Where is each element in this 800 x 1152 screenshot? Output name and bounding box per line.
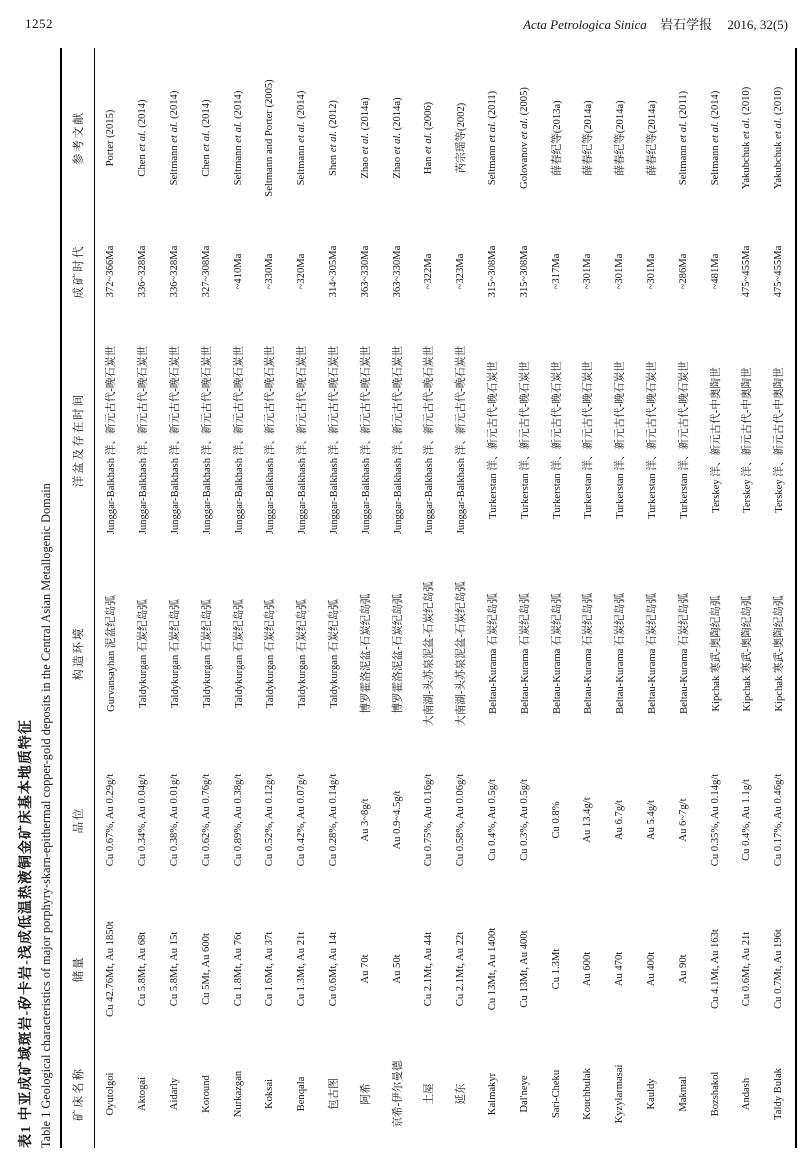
- cell-ocean-basin: Turkerstan 洋、新元古代-晚石炭世: [615, 361, 627, 519]
- cell-deposit-name: Oyutolgoi: [105, 1072, 117, 1116]
- table-caption: [18, 48, 55, 1148]
- cell-ocean-basin: Terskey 洋、新元古代-中奥陶世: [710, 367, 722, 513]
- cell-reserves: Cu 0.7Mt, Au 196t: [773, 929, 785, 1009]
- deposit-table-body: [95, 48, 796, 1148]
- cell-reserves: Cu 0.6Mt, Au 21t: [741, 931, 753, 1007]
- cell-grade: Cu 0.17%, Au 0.46g/t: [773, 773, 785, 867]
- cell-reserves: Au 70t: [359, 954, 371, 984]
- table-row: [604, 48, 636, 1148]
- table-title-en: Table 1 Geological characteristics of major porphyry-skarn-epithermal copper-gold deposits in the Central Asian Metallogenic Domain: [39, 483, 53, 1148]
- cell-age: 363~330Ma: [391, 245, 403, 298]
- cell-grade: Cu 0.4%, Au 1.1g/t: [741, 779, 753, 861]
- cell-tectonic-setting: 大南湖-头苏泉泥盆-石炭纪岛弧: [456, 581, 468, 726]
- table-row: [159, 48, 191, 1148]
- journal-title-cjk: 岩石学报: [660, 17, 713, 32]
- deposit-table-header: [61, 48, 95, 1148]
- table-row: [477, 48, 509, 1148]
- cell-age: ~330Ma: [264, 253, 276, 290]
- cell-deposit-name: 土屋: [424, 1083, 436, 1105]
- cell-deposit-name: 延东: [456, 1083, 468, 1105]
- column-header-2: 品位: [73, 806, 85, 834]
- cell-tectonic-setting: Kipchak 寒武-奥陶纪岛弧: [774, 595, 786, 712]
- table-row: [254, 48, 286, 1148]
- cell-grade: Au 0.9~4.5g/t: [391, 790, 403, 850]
- cell-age: ~301Ma: [582, 253, 594, 290]
- cell-age: 315~308Ma: [518, 245, 530, 298]
- cell-age: ~301Ma: [645, 253, 657, 290]
- cell-ocean-basin: Junggar-Balkhash 洋、新元古代-晚石炭世: [456, 345, 468, 535]
- table-row: [667, 48, 699, 1148]
- cell-deposit-name: Kyzylarmasai: [614, 1064, 626, 1124]
- cell-reserves: Au 400t: [645, 951, 657, 987]
- cell-reference: Seltmann et al. (2011): [486, 90, 498, 186]
- cell-reference: Seltmann et al. (2014): [709, 90, 721, 186]
- cell-reserves: Cu 5.8Mt, Au 15t: [168, 931, 180, 1007]
- cell-tectonic-setting: Taldykurgan 石炭纪岛弧: [328, 599, 340, 708]
- cell-deposit-name: Makmal: [677, 1076, 689, 1112]
- cell-ocean-basin: Junggar-Balkhash 洋、新元古代-晚石炭世: [360, 345, 372, 535]
- cell-reference: Shen et al. (2012): [327, 100, 339, 176]
- cell-ocean-basin: Junggar-Balkhash 洋、新元古代-晚石炭世: [424, 345, 436, 535]
- cell-deposit-name: Sari-Cheku: [550, 1069, 562, 1119]
- cell-reserves: Cu 1.8Mt, Au 76t: [232, 931, 244, 1007]
- cell-age: ~481Ma: [709, 253, 721, 290]
- cell-deposit-name: Kauldy: [645, 1078, 657, 1110]
- cell-grade: Cu 0.42%, Au 0.07g/t: [296, 773, 308, 867]
- cell-grade: Cu 0.52%, Au 0.12g/t: [264, 773, 276, 867]
- cell-reference: Seltmann et al. (2014): [168, 90, 180, 186]
- table-row: [413, 48, 445, 1148]
- cell-grade: Cu 0.4%, Au 0.5g/t: [486, 779, 498, 861]
- cell-reference: Chen et al. (2014): [137, 99, 149, 177]
- cell-reference: Han et al. (2006): [423, 101, 435, 175]
- cell-grade: Cu 0.58%, Au 0.06g/t: [455, 773, 467, 867]
- cell-tectonic-setting: Kipchak 寒武-奥陶纪岛弧: [742, 595, 754, 712]
- cell-grade: Cu 0.67%, Au 0.29g/t: [105, 773, 117, 867]
- cell-age: 336~328Ma: [137, 245, 149, 298]
- cell-ocean-basin: Junggar-Balkhash 洋、新元古代-晚石炭世: [106, 345, 118, 535]
- cell-reference: Yakubchuk et al. (2010): [741, 86, 753, 190]
- cell-tectonic-setting: 博罗霍洛泥盆-石炭纪岛弧: [360, 593, 372, 714]
- cell-deposit-name: Koround: [200, 1075, 212, 1113]
- cell-reference: 薛春纪等(2014a): [583, 100, 595, 176]
- cell-reserves: Cu 1.3Mt, Au 21t: [296, 931, 308, 1007]
- column-header-1: 储量: [73, 955, 85, 983]
- cell-grade: Cu 0.3%, Au 0.5g/t: [518, 779, 530, 861]
- cell-deposit-name: Aidarly: [168, 1077, 180, 1111]
- cell-grade: Au 13.4g/t: [582, 797, 594, 843]
- cell-ocean-basin: Junggar-Balkhash 洋、新元古代-晚石炭世: [328, 345, 340, 535]
- column-header-5: 成矿时代: [73, 244, 85, 299]
- cell-reference: Zhao et al. (2014a): [359, 97, 371, 179]
- cell-reference: Chen et al. (2014): [200, 99, 212, 177]
- cell-reserves: Au 50t: [391, 954, 403, 984]
- cell-reserves: Cu 5Mt, Au 600t: [200, 933, 212, 1005]
- cell-age: 475~455Ma: [741, 245, 753, 298]
- cell-age: 314~305Ma: [327, 245, 339, 298]
- table-row: [190, 48, 222, 1148]
- cell-grade: Au 5.4g/t: [645, 799, 657, 841]
- cell-deposit-name: Kouchbulak: [582, 1068, 594, 1120]
- cell-age: ~317Ma: [550, 253, 562, 290]
- cell-tectonic-setting: 大南湖-头苏泉泥盆-石炭纪岛弧: [424, 581, 436, 726]
- cell-reference: 薛春纪等(2013a): [551, 100, 563, 176]
- cell-reference: 薛春纪等(2014a): [646, 100, 658, 176]
- cell-deposit-name: Kalmakyr: [486, 1072, 498, 1116]
- column-header-3: 构造环境: [73, 626, 85, 681]
- cell-tectonic-setting: Taldykurgan 石炭纪岛弧: [169, 599, 181, 708]
- cell-reference: Seltmann et al. (2011): [677, 90, 689, 186]
- cell-deposit-name: 包古图: [328, 1078, 340, 1110]
- cell-deposit-name: Andash: [741, 1077, 753, 1111]
- cell-tectonic-setting: 博罗霍洛泥盆-石炭纪岛弧: [392, 593, 404, 714]
- table-row: [127, 48, 159, 1148]
- cell-reference: 薛春纪等(2014a): [615, 100, 627, 176]
- cell-age: 315~308Ma: [486, 245, 498, 298]
- cell-tectonic-setting: Taldykurgan 石炭纪岛弧: [233, 599, 245, 708]
- cell-reserves: Cu 4.1Mt, Au 163t: [709, 929, 721, 1009]
- cell-reserves: Au 600t: [582, 951, 594, 987]
- column-header-0: 矿床名称: [73, 1067, 85, 1121]
- table-row: [540, 48, 572, 1148]
- cell-grade: Cu 0.38%, Au 0.01g/t: [168, 773, 180, 867]
- table-title-cn: 表1 中亚成矿域斑岩-矽卡岩-浅成低温热液铜金矿床基本地质特征: [19, 719, 34, 1148]
- table-row: [763, 48, 796, 1148]
- cell-grade: Cu 0.62%, Au 0.76g/t: [200, 773, 212, 867]
- cell-reference: Seltmann and Porter (2005): [264, 79, 276, 197]
- cell-ocean-basin: Terskey 洋、新元古代-中奥陶世: [742, 367, 754, 513]
- cell-ocean-basin: Turkerstan 洋、新元古代-晚石炭世: [678, 361, 690, 519]
- table-row: [381, 48, 413, 1148]
- column-header-4: 洋盆及存在时间: [73, 392, 85, 488]
- cell-tectonic-setting: Beltau-Kurama 石炭纪岛弧: [487, 593, 499, 714]
- cell-deposit-name: Bozshakol: [709, 1071, 721, 1117]
- cell-deposit-name: Taldy Bulak: [773, 1068, 785, 1120]
- cell-ocean-basin: Turkerstan 洋、新元古代-晚石炭世: [519, 361, 531, 519]
- cell-reserves: Cu 13Mt, Au 1400t: [486, 927, 498, 1011]
- table-row: [222, 48, 254, 1148]
- cell-reserves: Au 470t: [614, 951, 626, 987]
- cell-ocean-basin: Junggar-Balkhash 洋、新元古代-晚石炭世: [297, 345, 309, 535]
- cell-age: 336~328Ma: [168, 245, 180, 298]
- cell-age: 475~455Ma: [773, 245, 785, 298]
- cell-ocean-basin: Turkerstan 洋、新元古代-晚石炭世: [487, 361, 499, 519]
- cell-grade: Au 6~7g/t: [677, 798, 689, 842]
- cell-tectonic-setting: Gurvansayhan 泥盆纪岛弧: [106, 595, 118, 712]
- cell-tectonic-setting: Taldykurgan 石炭纪岛弧: [297, 599, 309, 708]
- cell-deposit-name: 阿希: [360, 1083, 372, 1105]
- cell-grade: Cu 0.34%, Au 0.04g/t: [137, 773, 149, 867]
- cell-tectonic-setting: Beltau-Kurama 石炭纪岛弧: [615, 593, 627, 714]
- cell-reference: Porter (2015): [105, 109, 117, 167]
- cell-deposit-name: Nurkazgan: [232, 1070, 244, 1118]
- table-row: [572, 48, 604, 1148]
- cell-ocean-basin: Turkerstan 洋、新元古代-晚石炭世: [646, 361, 658, 519]
- cell-age: 327~308Ma: [200, 245, 212, 298]
- table-row: [636, 48, 668, 1148]
- cell-reserves: Au 90t: [677, 954, 689, 984]
- cell-ocean-basin: Turkerstan 洋、新元古代-晚石炭世: [583, 361, 595, 519]
- cell-reference: Golovanov et al. (2005): [518, 87, 530, 189]
- cell-reserves: Cu 2.1Mt, Au 44t: [423, 931, 435, 1007]
- cell-tectonic-setting: Beltau-Kurama 石炭纪岛弧: [583, 593, 595, 714]
- cell-grade: Cu 0.89%, Au 0.38g/t: [232, 773, 244, 867]
- table-row: [731, 48, 763, 1148]
- cell-grade: Cu 0.8%: [550, 801, 562, 839]
- journal-issue: 2016, 32(5): [727, 17, 788, 32]
- journal-line: [523, 14, 788, 33]
- cell-tectonic-setting: Beltau-Kurama 石炭纪岛弧: [551, 593, 563, 714]
- cell-age: ~323Ma: [455, 253, 467, 290]
- cell-ocean-basin: Terskey 洋、新元古代-中奥陶世: [774, 367, 786, 513]
- cell-age: ~410Ma: [232, 253, 244, 290]
- cell-age: ~322Ma: [423, 253, 435, 290]
- cell-age: 363~330Ma: [359, 245, 371, 298]
- cell-reserves: Cu 42.76Mt, Au 1850t: [105, 921, 117, 1017]
- cell-ocean-basin: Junggar-Balkhash 洋、新元古代-晚石炭世: [265, 345, 277, 535]
- cell-grade: Cu 0.28%, Au 0.14g/t: [327, 773, 339, 867]
- table-row: [318, 48, 350, 1148]
- cell-tectonic-setting: Beltau-Kurama 石炭纪岛弧: [678, 593, 690, 714]
- cell-reserves: Cu 2.1Mt, Au 22t: [455, 931, 467, 1007]
- cell-reserves: Cu 13Mt, Au 400t: [518, 930, 530, 1008]
- cell-ocean-basin: Junggar-Balkhash 洋、新元古代-晚石炭世: [138, 345, 150, 535]
- cell-ocean-basin: Turkerstan 洋、新元古代-晚石炭世: [551, 361, 563, 519]
- cell-reference: Seltmann et al. (2014): [232, 90, 244, 186]
- cell-deposit-name: Dal'neye: [518, 1075, 530, 1113]
- cell-grade: Cu 0.35%, Au 0.14g/t: [709, 773, 721, 867]
- cell-grade: Au 3~8g/t: [359, 798, 371, 842]
- deposit-table: [60, 48, 797, 1148]
- cell-ocean-basin: Junggar-Balkhash 洋、新元古代-晚石炭世: [392, 345, 404, 535]
- cell-reserves: Cu 0.6Mt, Au 14t: [327, 931, 339, 1007]
- cell-tectonic-setting: Taldykurgan 石炭纪岛弧: [265, 599, 277, 708]
- cell-grade: Cu 0.75%, Au 0.16g/t: [423, 773, 435, 867]
- cell-reserves: Cu 5.8Mt, Au 68t: [137, 931, 149, 1007]
- cell-reference: Zhao et al. (2014a): [391, 97, 403, 179]
- cell-tectonic-setting: Beltau-Kurama 石炭纪岛弧: [519, 593, 531, 714]
- cell-tectonic-setting: Taldykurgan 石炭纪岛弧: [201, 599, 213, 708]
- cell-age: 372~366Ma: [105, 245, 117, 298]
- cell-deposit-name: Aktogai: [137, 1076, 149, 1112]
- cell-tectonic-setting: Kipchak 寒武-奥陶纪岛弧: [710, 595, 722, 712]
- header-row: [61, 48, 95, 1148]
- cell-deposit-name: 京希-伊尔曼德: [392, 1060, 404, 1128]
- cell-reserves: Cu 1.6Mt, Au 37t: [264, 931, 276, 1007]
- table-row: [95, 48, 127, 1148]
- cell-ocean-basin: Junggar-Balkhash 洋、新元古代-晚石炭世: [233, 345, 245, 535]
- table-row: [349, 48, 381, 1148]
- cell-deposit-name: Benqala: [296, 1076, 308, 1112]
- cell-tectonic-setting: Taldykurgan 石炭纪岛弧: [138, 599, 150, 708]
- column-header-6: 参考文献: [73, 111, 85, 165]
- running-head: [0, 14, 800, 38]
- cell-grade: Au 6.7g/t: [614, 799, 626, 841]
- table-row: [699, 48, 731, 1148]
- table-row: [445, 48, 477, 1148]
- cell-age: ~320Ma: [296, 253, 308, 290]
- journal-title-latin: Acta Petrologica Sinica: [523, 17, 647, 32]
- cell-deposit-name: Koksai: [264, 1079, 276, 1110]
- cell-age: ~301Ma: [614, 253, 626, 290]
- cell-age: ~286Ma: [677, 253, 689, 290]
- table-row: [286, 48, 318, 1148]
- cell-ocean-basin: Junggar-Balkhash 洋、新元古代-晚石炭世: [169, 345, 181, 535]
- cell-reference: Yakubchuk et al. (2010): [773, 86, 785, 190]
- table-row: [508, 48, 540, 1148]
- page-number: 1252: [25, 16, 53, 31]
- cell-reserves: Cu 1.3Mt: [550, 948, 562, 990]
- rotated-table-block: [18, 48, 797, 1148]
- cell-tectonic-setting: Beltau-Kurama 石炭纪岛弧: [646, 593, 658, 714]
- cell-ocean-basin: Junggar-Balkhash 洋、新元古代-晚石炭世: [201, 345, 213, 535]
- cell-reference: 芮宗瑶等(2002): [456, 102, 468, 174]
- cell-reference: Seltmann et al. (2014): [296, 90, 308, 186]
